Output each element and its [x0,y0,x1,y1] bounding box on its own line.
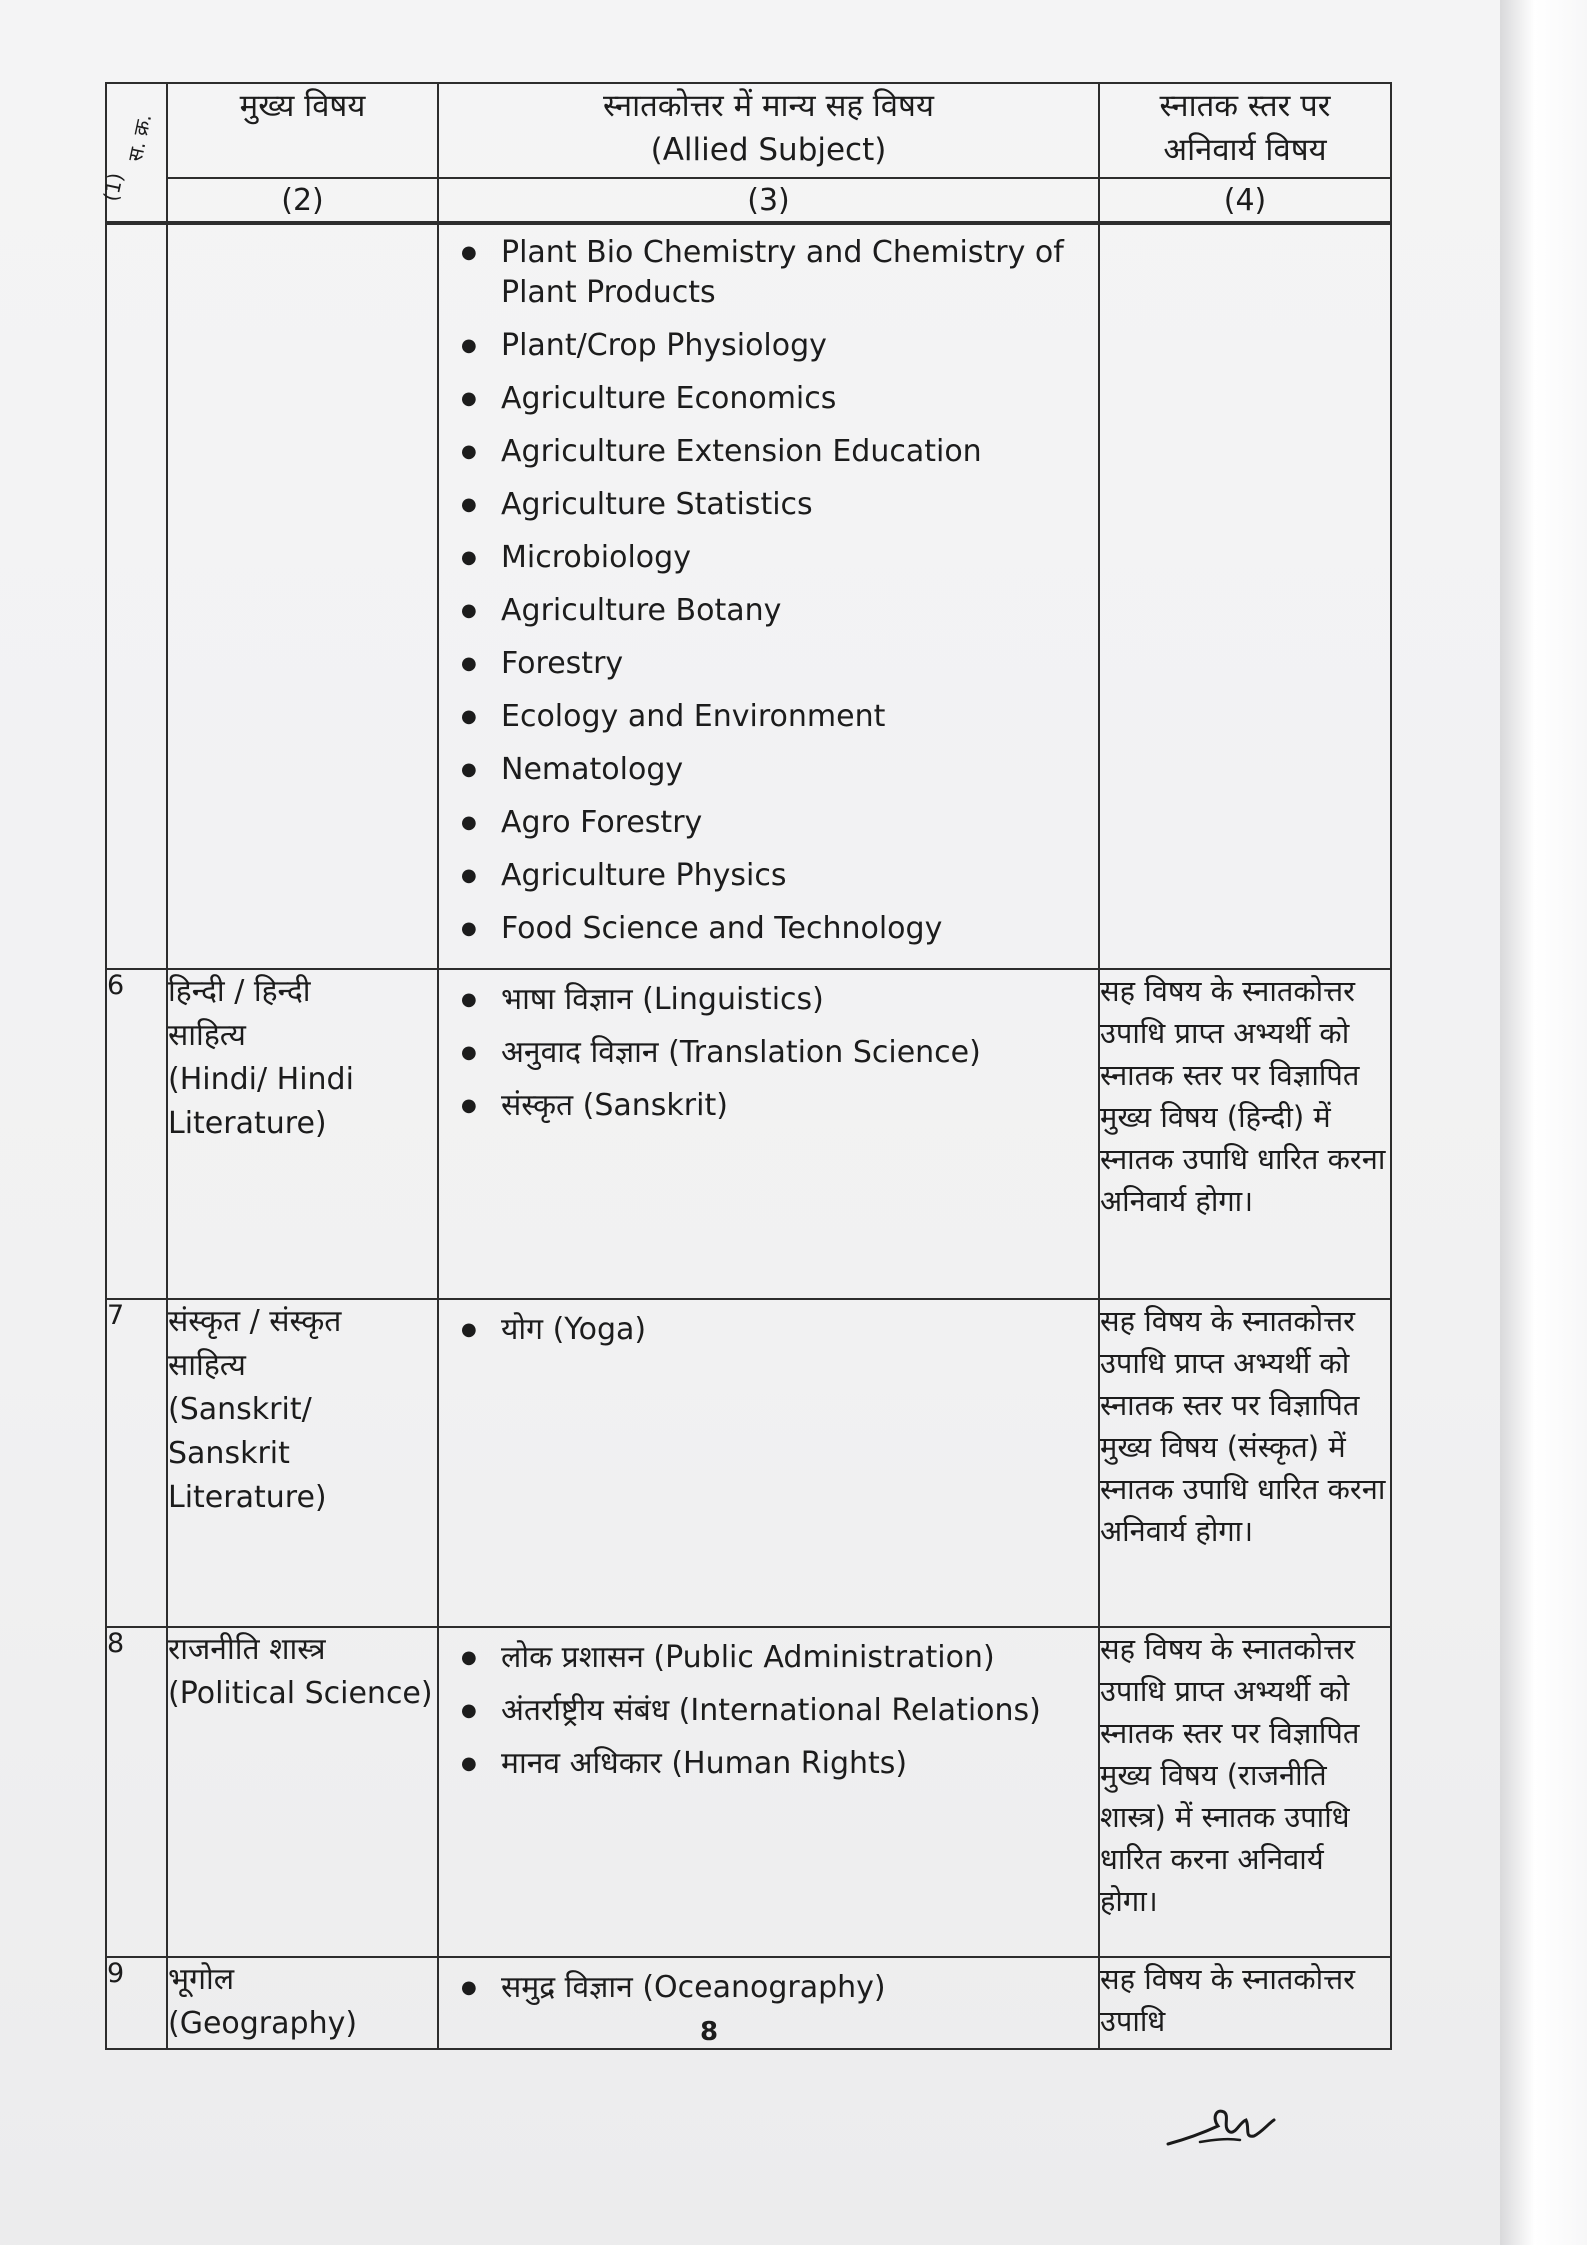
allied-subject-item: ● अनुवाद विज्ञान (Translation Science) [457,1033,1088,1073]
required-subject-cell: सह विषय के स्नातकोत्तर उपाधि [1099,1957,1391,2049]
allied-subject-item: ● संस्कृत (Sanskrit) [457,1086,1088,1126]
allied-subject-item: ● Agriculture Botany [457,591,1088,631]
allied-subject-item: ● Agro Forestry [457,803,1088,843]
allied-subject-item: ● Nematology [457,750,1088,790]
main-subject-line: भूगोल [168,1962,235,1997]
table-row [106,1299,1391,1627]
main-subject-line: (Geography) [168,2006,358,2041]
allied-subject-list [439,970,1098,1145]
allied-subject-item: ● Plant Bio Chemistry and Chemistry of Plant Products [457,233,1088,313]
page-edge [1500,0,1587,2245]
header-sn-label: स. क्र. [122,111,157,164]
allied-subject-cell [438,969,1099,1299]
table-row [106,1957,1391,2049]
serial-number-cell: 6 [106,969,167,1299]
allied-subjects-table [105,82,1392,225]
table-row [106,969,1391,1299]
main-subject-line: (Political Science) [168,1676,433,1711]
allied-subject-cell [438,222,1099,969]
allied-subject-item: ● Forestry [457,644,1088,684]
allied-subject-list [439,1300,1098,1369]
required-subject-cell: सह विषय के स्नातकोत्तर उपाधि प्राप्त अभ्यर्थी को स्नातक स्तर पर विज्ञापित मुख्य विषय (हिन्दी) में स्नातक उपाधि धारित करना अनिवार्य होगा। [1099,969,1391,1299]
allied-subject-cell [438,1957,1099,2049]
header-allied-subject: स्नातकोत्तर में मान्य सह विषय (Allied Subject) [438,83,1099,178]
allied-subject-item: ● Agriculture Physics [457,856,1088,896]
header-col-1: (1) [98,170,128,204]
allied-subject-cell [438,1299,1099,1627]
serial-number-cell: 8 [106,1627,167,1957]
main-subject-line: साहित्य [168,1348,246,1383]
main-subject-line: (Sanskrit/ Sanskrit [168,1392,312,1471]
required-subject-cell: सह विषय के स्नातकोत्तर उपाधि प्राप्त अभ्यर्थी को स्नातक स्तर पर विज्ञापित मुख्य विषय (संस्कृत) में स्नातक उपाधि धारित करना अनिवार्य होगा। [1099,1299,1391,1627]
allied-subject-item: ● Plant/Crop Physiology [457,326,1088,366]
main-subject-cell [167,1957,438,2049]
allied-subject-list [439,1958,1098,2027]
allied-subject-item: ● Agriculture Economics [457,379,1088,419]
table-body [98,170,1392,2050]
signature-icon [1160,2098,1280,2162]
header-col-3: (3) [438,178,1099,224]
required-subject-cell: सह विषय के स्नातकोत्तर उपाधि प्राप्त अभ्यर्थी को स्नातक स्तर पर विज्ञापित मुख्य विषय (राजनीति शास्त्र) में स्नातक उपाधि धारित करना अनिवार्य होगा। [1099,1627,1391,1957]
allied-subject-item: ● Ecology and Environment [457,697,1088,737]
main-subject-cell [167,969,438,1299]
header-row [106,83,1391,178]
main-subject-cell [167,1299,438,1627]
table-row [106,222,1391,969]
main-subject-line: Literature) [168,1480,327,1515]
allied-subject-item: ● समुद्र विज्ञान (Oceanography) [457,1968,1088,2008]
allied-subject-item: ● योग (Yoga) [457,1310,1088,1350]
serial-number-cell: 9 [106,1957,167,2049]
main-subject-line: (Hindi/ Hindi [168,1062,354,1097]
allied-subject-item: ● मानव अधिकार (Human Rights) [457,1744,1088,1784]
table-row [106,1627,1391,1957]
main-subject-line: संस्कृत / संस्कृत [168,1304,342,1339]
header-sn [106,83,167,224]
serial-number-cell [98,170,167,969]
allied-subject-list [439,223,1098,968]
header-col-4: (4) [1099,178,1391,224]
serial-number-cell: 7 [106,1299,167,1627]
main-subject-line: साहित्य [168,1018,246,1053]
allied-subject-item: ● Microbiology [457,538,1088,578]
allied-subject-item: ● भाषा विज्ञान (Linguistics) [457,980,1088,1020]
header-col-2: (2) [167,178,438,224]
allied-subject-item: ● लोक प्रशासन (Public Administration) [457,1638,1088,1678]
header-main-subject: मुख्य विषय [167,83,438,178]
allied-subject-cell [438,1627,1099,1957]
allied-subject-list [439,1628,1098,1803]
header-required-subject: स्नातक स्तर पर अनिवार्य विषय [1099,83,1391,178]
allied-subject-item: ● Food Science and Technology [457,909,1088,949]
main-subject-line: राजनीति शास्त्र [168,1632,326,1667]
allied-subject-item: ● Agriculture Extension Education [457,432,1088,472]
main-subject-line: हिन्दी / हिन्दी [168,974,311,1009]
main-subject-cell [167,222,438,969]
main-subject-line: Literature) [168,1106,327,1141]
main-subject-cell [167,1627,438,1957]
allied-subject-item: ● Agriculture Statistics [457,485,1088,525]
required-subject-cell [1099,222,1391,969]
page-number: 8 [700,2017,719,2047]
header-number-row [106,178,1391,224]
allied-subject-item: ● अंतर्राष्ट्रीय संबंध (International Relations) [457,1691,1088,1731]
